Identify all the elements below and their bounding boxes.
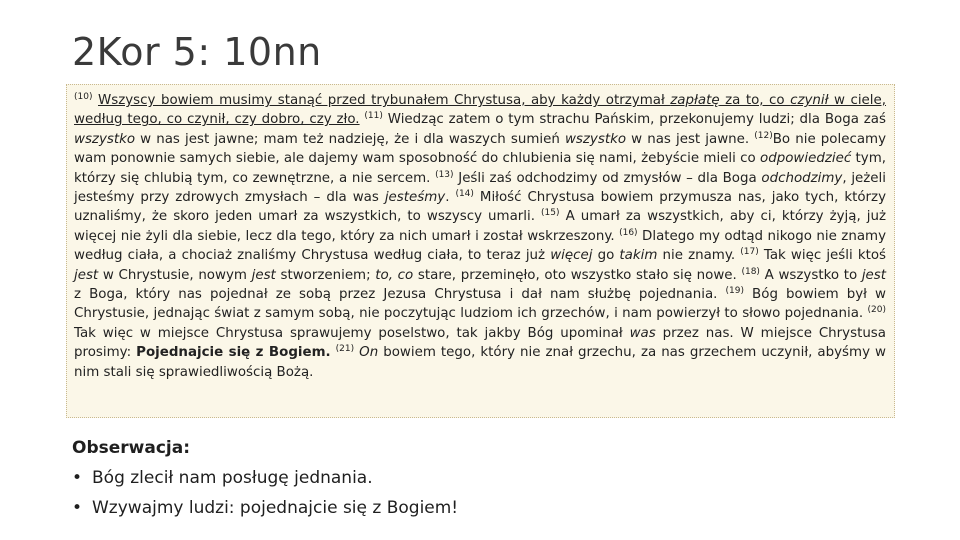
verse-number: (17) bbox=[740, 247, 759, 258]
verse-number: (13) bbox=[435, 169, 454, 180]
verse-number: (18) bbox=[741, 266, 760, 277]
observations-section bbox=[72, 433, 458, 523]
bullet-icon: • bbox=[72, 498, 83, 518]
verse-number: (19) bbox=[725, 286, 744, 297]
verse-number: (16) bbox=[619, 227, 638, 238]
list-item bbox=[72, 463, 458, 493]
verse-number: (14) bbox=[455, 189, 474, 200]
highlighted-call: Pojednajcie się z Bogiem. bbox=[136, 345, 331, 361]
verse-number: (12) bbox=[754, 130, 773, 141]
observations-heading: Obserwacja: bbox=[72, 438, 191, 458]
list-item bbox=[72, 493, 458, 523]
list-item-text: Bóg zlecił nam posługę jednania. bbox=[92, 468, 373, 488]
bullet-icon: • bbox=[72, 468, 83, 488]
slide-title: 2Kor 5: 10nn bbox=[72, 30, 322, 74]
verse-number: (10) bbox=[74, 92, 93, 102]
verse-number: (11) bbox=[364, 111, 383, 122]
verse-number: (15) bbox=[541, 208, 560, 219]
list-item-text: Wzywajmy ludzi: pojednajcie się z Bogiem! bbox=[92, 498, 459, 518]
verse-10-underlined: Wszyscy bowiem musimy stanąć przed trybunałem Chrystusa, aby każdy otrzymał zapłatę za to, co czynił w ciele, według tego, co czynił, czy dobro, czy zło. bbox=[74, 93, 886, 128]
verse-number: (20) bbox=[867, 305, 886, 316]
verse-number: (21) bbox=[335, 344, 355, 355]
scripture-passage: $^{(10)}$ Wszyscy bowiem musimy stanąć przed trybunałem Chrystusa, aby każdy otrzymał zapłatę za to, co czynił w ciele, według tego, co czynił, czy dobro, czy zło. $^{(11)}$ Wiedząc zatem o tym strachu Pańskim, przekonujemy ludzi; dla Boga zaś wszystko w nas jest jawne; mam też nadzieję, że i dla waszych sumień wszystko w nas jest jawne. $^{(12)}$Bo nie polecamy wam ponownie samych siebie, ale dajemy wam sposobność do chlubienia się nami, żebyście mieli co odpowiedzieć tym, którzy się chlubią tym, co zewnętrzne, a nie sercem. $^{(13)}$ Jeśli zaś odchodzimy od zmysłów – dla Boga odchodzimy, jeżeli jesteśmy przy zdrowych zmysłach – dla was jesteśmy. $^{(14)}$ Miłość Chrystusa bowiem przymusza nas, jako tych, którzy uznaliśmy, że skoro jeden umarł za wszystkich, to wszyscy umarli. $^{(15)}$ A umarł za wszystkich, aby ci, którzy żyją, już więcej nie żyli dla siebie, lecz dla tego, który za nich umarł i został wskrzeszony. $^{(16)}$ Dlatego my odtąd nikogo nie znamy według ciała, a chociaż znaliśmy Chrystusa według ciała, to teraz już więcej go takim nie znamy. $^{(17)}$ Tak więc jeśli ktoś jest w Chrystusie, nowym jest stworzeniem; to, co stare, przeminęło, oto wszystko stało się nowe. $^{(18)}$ A wszystko to jest z Boga, który nas pojednał ze sobą przez Jezusa Chrystusa i dał nam służbę pojednania. $^{(19)}$ Bóg bowiem był w Chrystusie, jednając świat z samym sobą, nie poczytując ludziom ich grzechów, i nam powierzył to słowo pojednania. $^{(20)}$ Tak więc w miejsce Chrystusa sprawujemy poselstwo, tak jakby Bóg upominał was przez nas. W miejsce Chrystusa prosimy: Pojednajcie się z Bogiem. $^{(21)}$ On bowiem tego, który nie znał grzechu, za nas grzechem uczynił, abyśmy w nim stali się sprawiedliwością Bożą. bbox=[66, 84, 895, 418]
